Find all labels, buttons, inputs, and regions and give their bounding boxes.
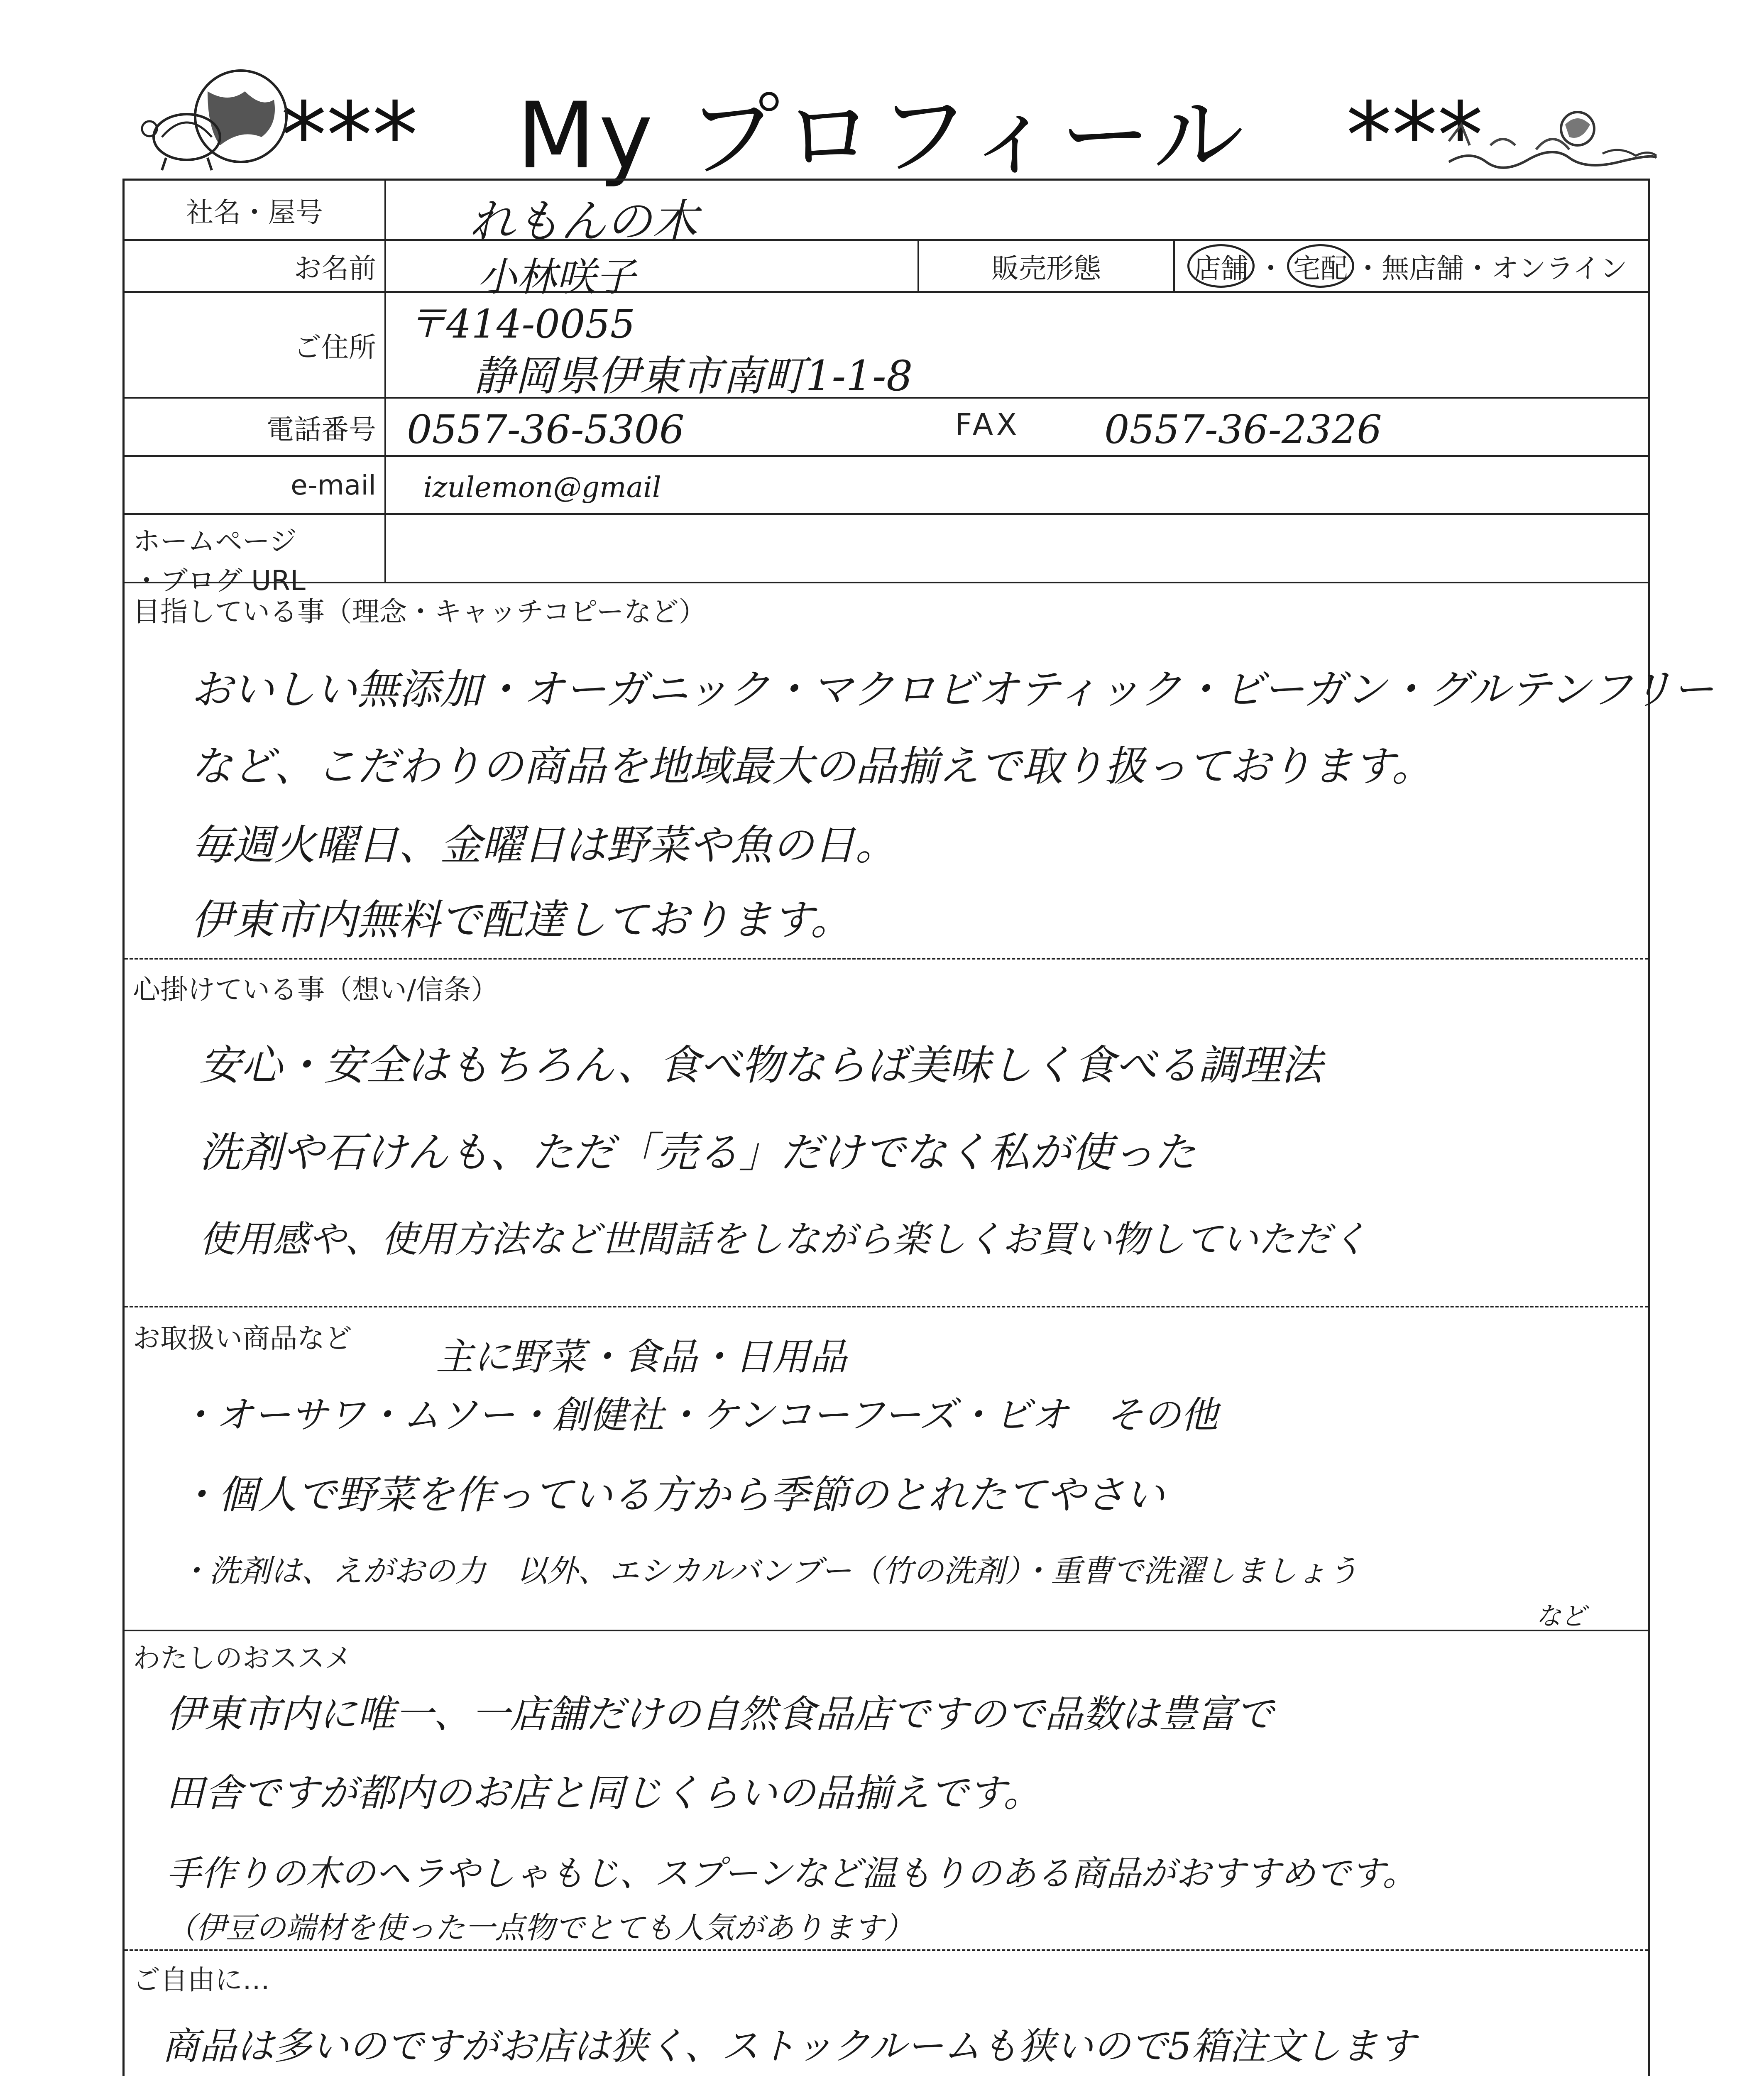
turtle-globe-logo — [137, 66, 311, 174]
mindset-line: 使用感や、使用方法など世間話をしながら楽しくお買い物していただく — [199, 1218, 1368, 1261]
products-line: 主に野菜・食品・日用品 — [436, 1335, 847, 1379]
divider-solid — [125, 1630, 1648, 1631]
divider-dashed — [125, 1949, 1648, 1951]
sales-opt-delivery: 宅配 — [1287, 244, 1354, 288]
sales-type-options: 店舗 ・ 宅配 ・無店舗・オンライン — [1187, 241, 1627, 291]
products-line: ・洗剤は、えがおの力 以外、エシカルバンブー（竹の洗剤）・重曹で洗濯しましょう — [179, 1553, 1358, 1589]
products-line: ・個人で野菜を作っている方から季節のとれたてやさい — [179, 1472, 1165, 1518]
recommend-line: （伊豆の端材を使った一点物でとても人気があります） — [166, 1910, 914, 1945]
email-value: izulemon@gmail — [423, 471, 661, 504]
aim-line: おいしい無添加・オーガニック・マクロビオティック・ビーガン・グルテンフリー — [191, 665, 1714, 714]
name-row — [125, 241, 1648, 300]
aim-title: 目指している事（理念・キャッチコピーなど） — [133, 596, 706, 628]
homepage-label — [125, 515, 386, 597]
recommend-title: わたしのおススメ — [133, 1642, 352, 1674]
products-line: ・オーサワ・ムソー・創健社・ケンコーフーズ・ビオ その他 — [179, 1393, 1218, 1437]
email-row — [125, 457, 1648, 515]
phone-value: 0557-36-5306 — [407, 407, 685, 453]
products-line: など — [1536, 1602, 1586, 1631]
recommend-line: 伊東市内に唯一、一店舗だけの自然食品店ですので品数は豊富で — [166, 1692, 1274, 1736]
email-label: e-mail — [125, 457, 386, 513]
title-text: My プロフィール — [516, 83, 1248, 189]
aim-line: 伊東市内無料で配達しております。 — [191, 896, 852, 944]
aim-line: など、こだわりの商品を地域最大の品揃えで取り扱っております。 — [191, 742, 1433, 791]
address-row — [125, 293, 1648, 399]
divider-dashed — [125, 1306, 1648, 1307]
address-zip: 〒414-0055 — [407, 301, 636, 347]
company-label: 社名・屋号 — [125, 181, 386, 239]
company-row — [125, 181, 1648, 248]
products-title: お取扱い商品など — [133, 1322, 352, 1354]
sales-opt-rest: ・無店舗・オンライン — [1354, 252, 1628, 284]
homepage-label-line1: ホームページ — [133, 525, 297, 557]
title-stars-left: *** — [281, 83, 418, 189]
sales-type-label: 販売形態 — [917, 241, 1175, 291]
company-value: れもんの木 — [469, 195, 697, 248]
free-line: 商品は多いのですがお店は狭く、ストックルームも狭いので5箱注文します — [162, 2025, 1416, 2068]
address-value: 静岡県伊東市南町1-1-8 — [473, 352, 913, 400]
name-value: 小林咲子 — [477, 255, 636, 300]
divider-dashed — [125, 958, 1648, 960]
phone-label: 電話番号 — [125, 399, 386, 455]
profile-sheet — [122, 179, 1714, 2076]
mindset-title: 心掛けている事（想い/信条） — [133, 974, 499, 1006]
address-label: ご住所 — [125, 293, 386, 397]
phone-row — [125, 399, 1648, 457]
recommend-line: 田舎ですが都内のお店と同じくらいの品揃えです。 — [166, 1771, 1042, 1815]
mindset-line: 洗剤や石けんも、ただ「売る」だけでなく私が使った — [199, 1128, 1196, 1177]
recommend-line: 手作りの木のヘラやしゃもじ、スプーンなど温もりのある商品がおすすめです。 — [166, 1853, 1417, 1894]
landscape-doodle — [1445, 100, 1661, 174]
fax-value: 0557-36-2326 — [1104, 407, 1382, 453]
title-stars-right: *** — [1346, 83, 1483, 189]
fax-label: FAX — [955, 407, 1020, 442]
name-label: お名前 — [125, 241, 386, 291]
sales-opt-store: 店舗 — [1187, 244, 1255, 288]
free-title: ご自由に… — [133, 1964, 270, 1996]
homepage-row — [125, 515, 1648, 597]
mindset-line: 安心・安全はもちろん、食べ物ならば美味しく食べる調理法 — [199, 1041, 1323, 1089]
aim-line: 毎週火曜日、金曜日は野菜や魚の日。 — [191, 821, 897, 869]
homepage-label-line2: ・ブログ URL — [133, 565, 306, 597]
